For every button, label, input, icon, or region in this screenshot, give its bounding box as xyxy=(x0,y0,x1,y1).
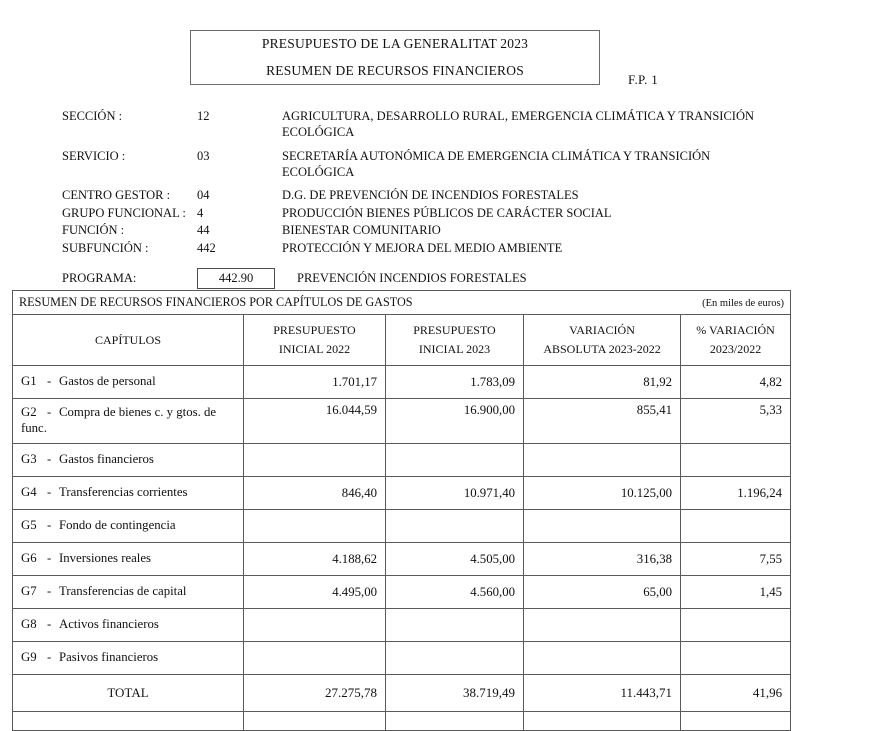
cell-initial-2023: 1.783,09 xyxy=(386,366,524,399)
column-header-line1: CAPÍTULOS xyxy=(94,332,161,347)
row-label-cell xyxy=(13,444,244,477)
chapter-code: G2 xyxy=(21,405,37,420)
cell-variation-absolute: 855,41 xyxy=(524,399,681,444)
total-initial-2023: 38.719,49 xyxy=(386,675,524,712)
cell-variation-percent xyxy=(681,444,791,477)
column-header-line1: % VARIACIÓN xyxy=(696,323,775,338)
chapter-dash: - xyxy=(47,584,52,598)
metadata-row-servicio xyxy=(62,148,802,181)
metadata-description: D.G. DE PREVENCIÓN DE INCENDIOS FORESTALES xyxy=(282,188,579,202)
chapter-name: Fondo de contingencia xyxy=(59,518,176,532)
metadata-description: SECRETARÍA AUTONÓMICA DE EMERGENCIA CLIMÁTICA Y TRANSICIÓN ECOLÓGICA xyxy=(282,148,711,179)
chapter-code: G1 xyxy=(21,374,37,388)
table-row xyxy=(13,543,791,576)
cell-initial-2023: 4.505,00 xyxy=(386,543,524,576)
table-total-row xyxy=(13,675,791,712)
chapter-name: Inversiones reales xyxy=(59,551,152,565)
metadata-row-grupo-funcional xyxy=(62,205,802,222)
tail-cell xyxy=(386,712,524,731)
chapter-dash: - xyxy=(47,485,52,499)
column-header-line2: INICIAL 2023 xyxy=(418,342,491,356)
chapter-name: Gastos financieros xyxy=(59,452,154,466)
row-label-cell xyxy=(13,576,244,609)
metadata-row-seccion xyxy=(62,108,802,141)
financial-summary-table-wrapper xyxy=(12,290,790,731)
cell-variation-absolute xyxy=(524,510,681,543)
chapter-code: G9 xyxy=(21,650,37,664)
cell-initial-2022 xyxy=(244,609,386,642)
cell-initial-2022 xyxy=(244,510,386,543)
total-initial-2022: 27.275,78 xyxy=(244,675,386,712)
total-variation-percent: 41,96 xyxy=(681,675,791,712)
document-title-box xyxy=(190,30,600,85)
chapter-dash: - xyxy=(47,452,52,466)
cell-variation-absolute xyxy=(524,444,681,477)
chapter-dash: - xyxy=(47,650,52,664)
metadata-label: GRUPO FUNCIONAL : xyxy=(62,205,186,220)
chapter-name: Transferencias de capital xyxy=(59,584,187,598)
cell-variation-percent: 1,45 xyxy=(681,576,791,609)
table-row xyxy=(13,642,791,675)
cell-initial-2022: 846,40 xyxy=(244,477,386,510)
tail-cell xyxy=(13,712,244,731)
chapter-name: Transferencias corrientes xyxy=(59,485,188,499)
row-label-cell xyxy=(13,609,244,642)
tail-cell xyxy=(524,712,681,731)
column-header-line1: PRESUPUESTO xyxy=(413,323,496,338)
column-header-line1: VARIACIÓN xyxy=(569,323,635,338)
chapter-dash: - xyxy=(47,374,52,388)
metadata-description: AGRICULTURA, DESARROLLO RURAL, EMERGENCIA CLIMÁTICA Y TRANSICIÓN ECOLÓGICA xyxy=(282,109,755,140)
cell-variation-percent: 5,33 xyxy=(681,399,791,444)
column-header-variacion-absoluta xyxy=(524,315,681,366)
metadata-description: BIENESTAR COMUNITARIO xyxy=(282,223,441,237)
chapter-code: G7 xyxy=(21,584,37,598)
chapter-dash: - xyxy=(47,551,52,565)
cell-initial-2022: 16.044,59 xyxy=(244,399,386,444)
chapter-name: Compra de bienes c. y gtos. de func. xyxy=(21,405,217,435)
cell-initial-2023 xyxy=(386,609,524,642)
tail-cell xyxy=(244,712,386,731)
financial-summary-table xyxy=(12,290,791,731)
cell-variation-percent: 1.196,24 xyxy=(681,477,791,510)
chapter-code: G5 xyxy=(21,518,37,532)
metadata-code: 04 xyxy=(197,188,210,202)
table-header-row xyxy=(13,315,791,366)
cell-initial-2023: 4.560,00 xyxy=(386,576,524,609)
metadata-label: SUBFUNCIÓN : xyxy=(62,240,149,255)
chapter-code: G3 xyxy=(21,452,37,466)
metadata-label: SERVICIO : xyxy=(62,148,126,163)
chapter-dash: - xyxy=(47,405,52,420)
document-title-secondary: RESUMEN DE RECURSOS FINANCIEROS xyxy=(266,62,524,78)
cell-initial-2023 xyxy=(386,444,524,477)
chapter-code: G4 xyxy=(21,485,37,499)
metadata-code: 12 xyxy=(197,109,210,123)
column-header-line2: 2023/2022 xyxy=(709,342,762,356)
column-header-presupuesto-inicial-2022 xyxy=(244,315,386,366)
chapter-name: Gastos de personal xyxy=(59,374,156,388)
chapter-dash: - xyxy=(47,617,52,631)
programa-code-box: 442.90 xyxy=(197,268,275,289)
chapter-code: G6 xyxy=(21,551,37,565)
row-label-cell xyxy=(13,366,244,399)
table-row xyxy=(13,510,791,543)
cell-initial-2022 xyxy=(244,444,386,477)
column-header-presupuesto-inicial-2023 xyxy=(386,315,524,366)
metadata-code: 03 xyxy=(197,148,210,163)
column-header-variacion-porcentaje xyxy=(681,315,791,366)
document-metadata xyxy=(62,108,802,289)
column-header-line1: PRESUPUESTO xyxy=(273,323,356,338)
row-label-cell xyxy=(13,543,244,576)
table-banner-cell xyxy=(13,291,791,315)
cell-variation-absolute: 316,38 xyxy=(524,543,681,576)
row-label-cell xyxy=(13,399,244,444)
table-row xyxy=(13,477,791,510)
metadata-code: 442 xyxy=(197,240,216,255)
cell-variation-percent xyxy=(681,510,791,543)
cell-initial-2023 xyxy=(386,642,524,675)
cell-initial-2022 xyxy=(244,642,386,675)
table-row xyxy=(13,609,791,642)
cell-variation-percent: 4,82 xyxy=(681,366,791,399)
metadata-label: CENTRO GESTOR : xyxy=(62,188,171,202)
chapter-name: Activos financieros xyxy=(59,617,159,631)
total-label: TOTAL xyxy=(13,675,244,712)
form-code-label: F.P. 1 xyxy=(628,72,659,87)
metadata-row-subfuncion xyxy=(62,240,802,257)
table-row xyxy=(13,576,791,609)
row-label-cell xyxy=(13,642,244,675)
total-variation-absolute: 11.443,71 xyxy=(524,675,681,712)
cell-initial-2022: 4.495,00 xyxy=(244,576,386,609)
tail-cell xyxy=(681,712,791,731)
table-banner-title: RESUMEN DE RECURSOS FINANCIEROS POR CAPÍTULOS DE GASTOS xyxy=(19,294,413,309)
table-tail-row xyxy=(13,712,791,731)
cell-variation-percent: 7,55 xyxy=(681,543,791,576)
cell-initial-2022: 4.188,62 xyxy=(244,543,386,576)
cell-variation-absolute xyxy=(524,609,681,642)
table-banner-row xyxy=(13,291,791,315)
cell-initial-2023: 10.971,40 xyxy=(386,477,524,510)
cell-variation-absolute xyxy=(524,642,681,675)
row-label-cell xyxy=(13,510,244,543)
cell-initial-2022: 1.701,17 xyxy=(244,366,386,399)
table-row xyxy=(13,399,791,444)
metadata-code: 44 xyxy=(197,223,210,237)
cell-variation-percent xyxy=(681,609,791,642)
table-row xyxy=(13,366,791,399)
programa-label: PROGRAMA: xyxy=(62,271,137,285)
cell-variation-absolute: 81,92 xyxy=(524,366,681,399)
metadata-description: PRODUCCIÓN BIENES PÚBLICOS DE CARÁCTER SOCIAL xyxy=(282,205,612,220)
table-row xyxy=(13,444,791,477)
metadata-code: 4 xyxy=(197,205,204,220)
cell-variation-absolute: 65,00 xyxy=(524,576,681,609)
metadata-label: SECCIÓN : xyxy=(62,109,123,123)
metadata-label: FUNCIÓN : xyxy=(62,223,125,237)
chapter-name: Pasivos financieros xyxy=(59,650,159,664)
programa-description: PREVENCIÓN INCENDIOS FORESTALES xyxy=(297,271,527,285)
document-title-primary: PRESUPUESTO DE LA GENERALITAT 2023 xyxy=(261,35,529,51)
metadata-row-programa xyxy=(62,268,802,289)
table-units-note: (En miles de euros) xyxy=(702,297,785,309)
column-header-line2: INICIAL 2022 xyxy=(278,342,351,356)
metadata-row-centro-gestor xyxy=(62,187,802,204)
column-header-line2: ABSOLUTA 2023-2022 xyxy=(543,342,661,356)
cell-variation-absolute: 10.125,00 xyxy=(524,477,681,510)
metadata-row-funcion xyxy=(62,222,802,239)
cell-initial-2023: 16.900,00 xyxy=(386,399,524,444)
chapter-dash: - xyxy=(47,518,52,532)
metadata-description: PROTECCIÓN Y MEJORA DEL MEDIO AMBIENTE xyxy=(282,240,563,255)
chapter-code: G8 xyxy=(21,617,37,631)
cell-initial-2023 xyxy=(386,510,524,543)
column-header-capitulos xyxy=(13,315,244,366)
cell-variation-percent xyxy=(681,642,791,675)
row-label-cell xyxy=(13,477,244,510)
